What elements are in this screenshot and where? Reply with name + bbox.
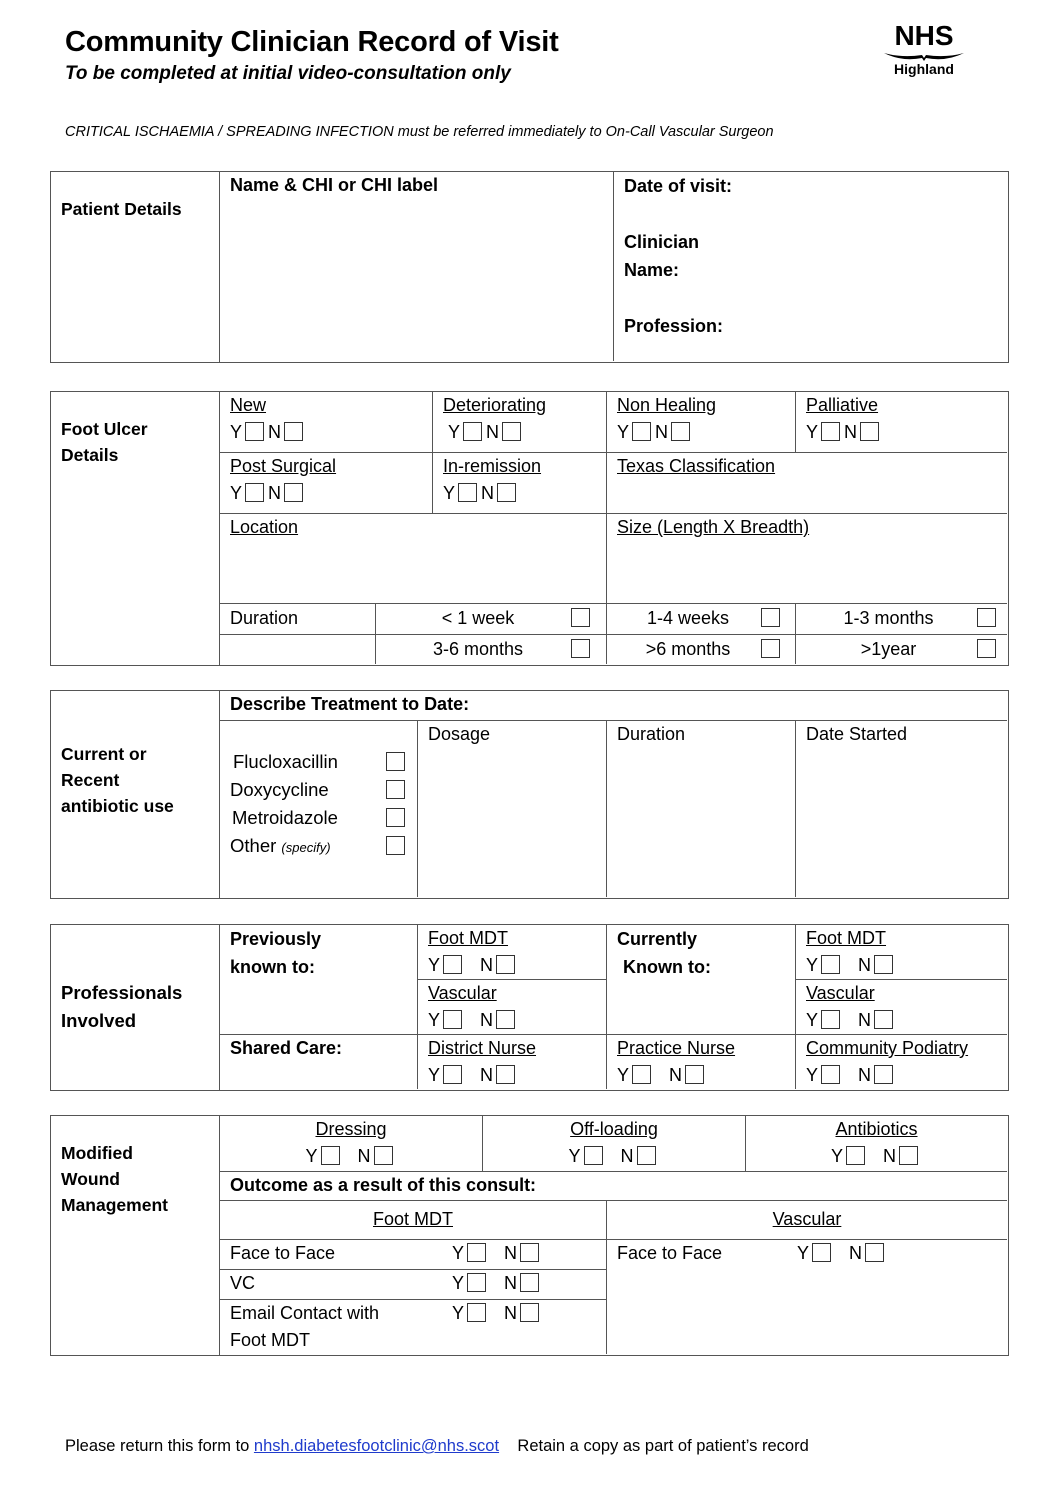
status-new (220, 392, 433, 453)
antibiotic-label-line-1: Current or (61, 744, 147, 764)
community-podiatry (796, 1035, 1007, 1089)
district-nurse-no-checkbox[interactable] (496, 1065, 515, 1084)
post-surgical-yes-checkbox[interactable] (245, 483, 264, 502)
patient-details-section (50, 171, 1009, 363)
in-remission-yes-checkbox[interactable] (458, 483, 477, 502)
previously-known-label (220, 925, 418, 1035)
yes-label: Y (443, 483, 456, 503)
status-label: Non Healing (617, 395, 717, 415)
in-remission-no-checkbox[interactable] (497, 483, 516, 502)
no-label: N (883, 1146, 896, 1166)
dosage-column[interactable] (418, 721, 607, 897)
dosage-header: Dosage (428, 724, 491, 744)
other-specify-note: (specify) (281, 840, 331, 855)
prev-vascular-no-checkbox[interactable] (496, 1010, 515, 1029)
outcome-heading: Outcome as a result of this consult: (220, 1172, 1007, 1201)
previously-line-2: known to: (230, 957, 315, 977)
outcome-mdt-email (220, 1300, 607, 1354)
no-label: N (655, 422, 669, 442)
yes-label: Y (428, 1065, 441, 1085)
yes-label: Y (806, 955, 819, 975)
antibiotics-no-checkbox[interactable] (899, 1146, 918, 1165)
palliative-yes-checkbox[interactable] (821, 422, 840, 441)
duration-label: Duration (220, 604, 376, 635)
yes-label: Y (452, 1303, 465, 1323)
offloading-no-checkbox[interactable] (637, 1146, 656, 1165)
duration-option-label: >6 months (645, 639, 731, 659)
status-in-remission (433, 453, 607, 514)
referral-warning: CRITICAL ISCHAEMIA / SPREADING INFECTION must be referred immediately to On-Call Vascular Surgeon (65, 124, 774, 140)
yes-label: Y (428, 955, 441, 975)
face-to-face-label: Face to Face (230, 1243, 336, 1263)
status-label: Post Surgical (230, 456, 337, 476)
practice-nurse-yes-checkbox[interactable] (632, 1065, 651, 1084)
flucloxacillin-checkbox[interactable] (386, 752, 405, 771)
mdt-vc-yes-checkbox[interactable] (467, 1273, 486, 1292)
mdt-vc-no-checkbox[interactable] (520, 1273, 539, 1292)
wound-label-line-2: Wound (61, 1169, 120, 1189)
duration-3-6-months-checkbox[interactable] (571, 639, 590, 658)
duration-1-4-weeks-checkbox[interactable] (761, 608, 780, 627)
no-label: N (669, 1065, 683, 1085)
professionals-label-line-1: Professionals (61, 982, 183, 1003)
wound-management-section (50, 1115, 1009, 1356)
curr-vascular-label: Vascular (806, 983, 875, 1003)
outcome-foot-mdt-label: Foot MDT (372, 1209, 453, 1229)
outcome-foot-mdt-header (220, 1201, 607, 1240)
no-label: N (481, 483, 495, 503)
duration-option (607, 635, 796, 664)
previously-line-1: Previously (230, 929, 322, 949)
dressing-no-checkbox[interactable] (374, 1146, 393, 1165)
curr-foot-mdt-yes-checkbox[interactable] (821, 955, 840, 974)
foot-ulcer-section (50, 391, 1009, 666)
no-label: N (504, 1273, 518, 1293)
outcome-mdt-vc (220, 1270, 607, 1300)
non-healing-no-checkbox[interactable] (671, 422, 690, 441)
prev-vascular (418, 980, 607, 1035)
curr-foot-mdt-label: Foot MDT (806, 928, 887, 948)
duration-1-3-months-checkbox[interactable] (977, 608, 996, 627)
date-started-column[interactable] (796, 721, 1007, 897)
status-label: New (230, 395, 267, 415)
community-podiatry-yes-checkbox[interactable] (821, 1065, 840, 1084)
date-of-visit-label: Date of visit: (624, 176, 733, 196)
no-label: N (504, 1243, 518, 1263)
vc-label: VC (230, 1273, 256, 1293)
antibiotic-label-line-3: antibiotic use (61, 796, 174, 816)
community-podiatry-no-checkbox[interactable] (874, 1065, 893, 1084)
prev-foot-mdt-yes-checkbox[interactable] (443, 955, 462, 974)
vascular-face-to-face-no-checkbox[interactable] (865, 1243, 884, 1262)
offloading-label: Off-loading (570, 1119, 658, 1139)
curr-vascular-yes-checkbox[interactable] (821, 1010, 840, 1029)
antibiotics-label: Antibiotics (835, 1119, 918, 1139)
prev-vascular-label: Vascular (428, 983, 497, 1003)
no-label: N (858, 1010, 872, 1030)
outcome-vascular-header (607, 1201, 1007, 1240)
duration-option (376, 635, 607, 664)
drug-label: Other (230, 835, 277, 856)
status-label: In-remission (443, 456, 542, 476)
currently-line-2: Known to: (623, 957, 711, 977)
mdt-face-to-face-yes-checkbox[interactable] (467, 1243, 486, 1262)
prev-foot-mdt-no-checkbox[interactable] (496, 955, 515, 974)
email-contact-label-line-2: Foot MDT (230, 1330, 311, 1350)
duration-option (607, 604, 796, 635)
palliative-no-checkbox[interactable] (860, 422, 879, 441)
duration-blank (220, 635, 376, 664)
size-label: Size (Length X Breadth) (617, 517, 810, 537)
no-label: N (268, 483, 282, 503)
duration-option-label: < 1 week (441, 608, 515, 628)
duration-column[interactable] (607, 721, 796, 897)
yes-label: Y (230, 483, 243, 503)
duration-over-6-months-checkbox[interactable] (761, 639, 780, 658)
doxycycline-checkbox[interactable] (386, 780, 405, 799)
no-label: N (504, 1303, 518, 1323)
yes-label: Y (448, 422, 461, 442)
practice-nurse-label: Practice Nurse (617, 1038, 736, 1058)
yes-label: Y (428, 1010, 441, 1030)
status-label: Palliative (806, 395, 879, 415)
footer (65, 1437, 809, 1456)
no-label: N (844, 422, 858, 442)
yes-label: Y (806, 422, 819, 442)
nhs-highland-logo (878, 22, 970, 88)
yes-label: Y (806, 1010, 819, 1030)
offloading-yes-checkbox[interactable] (584, 1146, 603, 1165)
dressing-label: Dressing (315, 1119, 387, 1139)
footer-retain-note: Retain a copy as part of patient’s record (517, 1437, 809, 1455)
curr-vascular (796, 980, 1007, 1035)
shared-care-label: Shared Care: (220, 1035, 418, 1089)
yes-label: Y (806, 1065, 819, 1085)
antibiotics-yes-checkbox[interactable] (846, 1146, 865, 1165)
district-nurse (418, 1035, 607, 1089)
wound-label-line-3: Management (61, 1195, 168, 1215)
professionals-label-line-2: Involved (61, 1010, 137, 1031)
treatment-heading: Describe Treatment to Date: (220, 691, 1007, 721)
new-yes-checkbox[interactable] (245, 422, 264, 441)
name-chi-field[interactable] (220, 172, 614, 361)
practice-nurse (607, 1035, 796, 1089)
deteriorating-no-checkbox[interactable] (502, 422, 521, 441)
status-deteriorating (433, 392, 607, 453)
antibiotic-section (50, 690, 1009, 899)
outcome-vascular-label: Vascular (772, 1209, 842, 1229)
no-label: N (357, 1146, 371, 1166)
date-started-header: Date Started (806, 724, 908, 744)
clinician-name-label-1: Clinician (624, 232, 700, 252)
curr-foot-mdt (796, 925, 1007, 980)
size-field[interactable] (607, 514, 1007, 604)
yes-label: Y (452, 1273, 465, 1293)
texas-classification-field[interactable] (607, 453, 1007, 514)
mdt-email-no-checkbox[interactable] (520, 1303, 539, 1322)
antibiotic-label-line-2: Recent (61, 770, 120, 790)
vascular-face-to-face-yes-checkbox[interactable] (812, 1243, 831, 1262)
practice-nurse-no-checkbox[interactable] (685, 1065, 704, 1084)
status-palliative (796, 392, 1007, 453)
yes-label: Y (617, 422, 630, 442)
duration-under-1-week-checkbox[interactable] (571, 608, 590, 627)
drug-label: Doxycycline (230, 779, 329, 800)
yes-label: Y (452, 1243, 465, 1263)
post-surgical-no-checkbox[interactable] (284, 483, 303, 502)
drug-list (220, 721, 418, 897)
yes-label: Y (568, 1146, 581, 1166)
foot-ulcer-label-line-1: Foot Ulcer (61, 419, 148, 439)
offloading-option (483, 1116, 746, 1172)
dressing-yes-checkbox[interactable] (321, 1146, 340, 1165)
curr-vascular-no-checkbox[interactable] (874, 1010, 893, 1029)
no-label: N (480, 955, 494, 975)
texas-classification-label: Texas Classification (617, 456, 776, 476)
antibiotic-label (51, 691, 220, 898)
footer-prefix: Please return this form to (65, 1437, 254, 1455)
district-nurse-yes-checkbox[interactable] (443, 1065, 462, 1084)
community-podiatry-label: Community Podiatry (806, 1038, 969, 1058)
visit-info-field[interactable] (614, 172, 1007, 361)
return-email-link[interactable]: nhsh.diabetesfootclinic@nhs.scot (253, 1437, 500, 1455)
metroidazole-checkbox[interactable] (386, 808, 405, 827)
duration-option (796, 604, 1007, 635)
currently-line-1: Currently (617, 929, 698, 949)
no-label: N (620, 1146, 634, 1166)
logo-region: Highland (894, 61, 954, 77)
no-label: N (486, 422, 500, 442)
patient-details-label: Patient Details (51, 172, 220, 362)
deteriorating-yes-checkbox[interactable] (463, 422, 482, 441)
prev-foot-mdt-label: Foot MDT (428, 928, 509, 948)
duration-option-label: >1year (860, 639, 917, 659)
yes-label: Y (305, 1146, 318, 1166)
duration-header: Duration (617, 724, 686, 744)
duration-option-label: 3-6 months (432, 639, 524, 659)
prev-foot-mdt (418, 925, 607, 980)
face-to-face-label: Face to Face (617, 1243, 723, 1263)
location-field[interactable] (220, 514, 607, 604)
duration-option (376, 604, 607, 635)
currently-known-label (607, 925, 796, 1035)
name-chi-label: Name & CHI or CHI label (230, 175, 439, 195)
curr-foot-mdt-no-checkbox[interactable] (874, 955, 893, 974)
yes-label: Y (617, 1065, 630, 1085)
no-label: N (268, 422, 282, 442)
yes-label: Y (830, 1146, 843, 1166)
status-non-healing (607, 392, 796, 453)
no-label: N (480, 1065, 494, 1085)
professionals-section (50, 924, 1009, 1091)
no-label: N (480, 1010, 494, 1030)
duration-over-1-year-checkbox[interactable] (977, 639, 996, 658)
dressing-option (220, 1116, 483, 1172)
drug-label: Metroidazole (232, 807, 338, 828)
non-healing-yes-checkbox[interactable] (632, 422, 651, 441)
drug-label: Flucloxacillin (233, 751, 338, 772)
duration-option (796, 635, 1007, 664)
email-contact-label: Email Contact with (230, 1303, 380, 1323)
yes-label: Y (230, 422, 243, 442)
prev-vascular-yes-checkbox[interactable] (443, 1010, 462, 1029)
other-drug-checkbox[interactable] (386, 836, 405, 855)
foot-ulcer-label (51, 392, 220, 665)
no-label: N (858, 955, 872, 975)
foot-ulcer-label-line-2: Details (61, 445, 119, 465)
status-label: Deteriorating (443, 395, 547, 415)
status-post-surgical (220, 453, 433, 514)
clinician-name-label-2: Name: (624, 260, 680, 280)
yes-label: Y (797, 1243, 810, 1263)
duration-option-label: 1-3 months (843, 608, 934, 628)
mdt-email-yes-checkbox[interactable] (467, 1303, 486, 1322)
district-nurse-label: District Nurse (428, 1038, 537, 1058)
location-label: Location (230, 517, 299, 537)
page-title: Community Clinician Record of Visit (65, 26, 559, 58)
page-subtitle: To be completed at initial video-consultation only (65, 63, 511, 84)
no-label: N (849, 1243, 863, 1263)
new-no-checkbox[interactable] (284, 422, 303, 441)
outcome-vascular-face-to-face (607, 1240, 1007, 1354)
antibiotics-option (746, 1116, 1007, 1172)
outcome-mdt-face-to-face (220, 1240, 607, 1270)
wound-label-line-1: Modified (61, 1143, 133, 1163)
duration-option-label: 1-4 weeks (646, 608, 730, 628)
wound-management-label (51, 1116, 220, 1355)
no-label: N (858, 1065, 872, 1085)
logo-brand: NHS (894, 20, 954, 51)
professionals-label (51, 925, 220, 1090)
mdt-face-to-face-no-checkbox[interactable] (520, 1243, 539, 1262)
profession-label: Profession: (624, 316, 724, 336)
